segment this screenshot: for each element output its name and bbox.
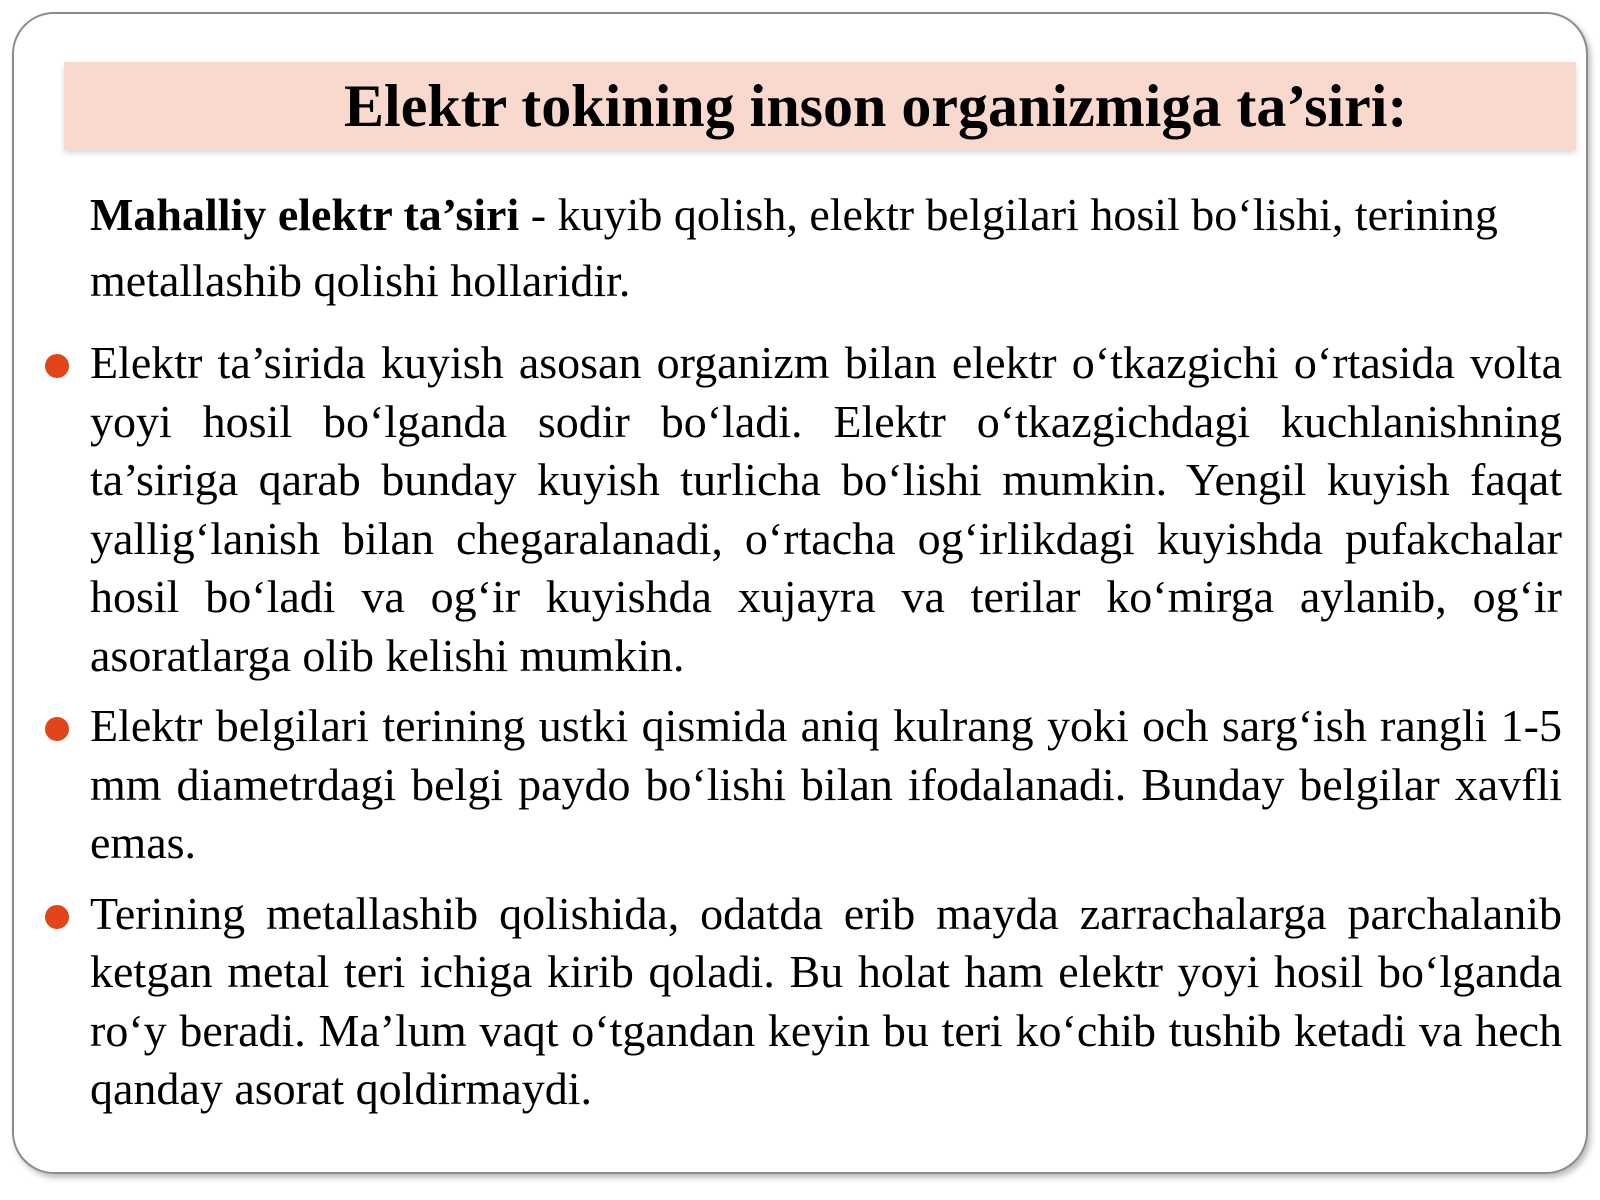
intro-term: Mahalliy elektr ta’siri xyxy=(90,189,520,240)
bullet-item-metallization xyxy=(90,885,1562,1119)
bullet-dot-icon xyxy=(45,717,69,741)
slide-title: Elektr tokining inson organizmiga ta’siri: xyxy=(344,73,1408,139)
bullet-text: Terining metallashib qolishida, odatda erib mayda zarrachalarga parchalanib ketgan metal teri ichiga kirib qoladi. Bu holat ham elektr yoyi hosil bo‘lganda ro‘y beradi. Ma’lum vaqt o‘tgandan keyin bu teri ko‘chib tushib ketadi va hech qanday asorat qoldirmaydi. xyxy=(90,887,1562,1114)
slide-frame xyxy=(12,12,1588,1174)
slide-content xyxy=(90,182,1562,1131)
bullet-item-electric-marks xyxy=(90,697,1562,873)
bullet-dot-icon xyxy=(45,905,69,929)
bullet-text: Elektr belgilari terining ustki qismida aniq kulrang yoki och sarg‘ish rangli 1-5 mm diametrdagi belgi paydo bo‘lishi bilan ifodalanadi. Bunday belgilar xavfli emas. xyxy=(90,700,1562,868)
intro-paragraph xyxy=(90,182,1562,314)
bullet-item-burns xyxy=(90,334,1562,685)
bullet-text: Elektr ta’sirida kuyish asosan organizm bilan elektr o‘tkazgichi o‘rtasida volta yoyi hosil bo‘lganda sodir bo‘ladi. Elektr o‘tkazgichdagi kuchlanishning ta’siriga qarab bunday kuyish turlicha bo‘lishi mumkin. Yengil kuyish faqat yallig‘lanish bilan chegaralanadi, o‘rtacha og‘irlikdagi kuyishda pufakchalar hosil bo‘ladi va og‘ir kuyishda xujayra va terilar ko‘mirga aylanib, og‘ir asoratlarga olib kelishi mumkin. xyxy=(90,337,1562,681)
title-bar xyxy=(64,62,1576,150)
intro-text: - kuyib qolish, elektr belgilari hosil bo‘lishi, terining metallashib qolishi hollaridir. xyxy=(90,189,1498,306)
bullet-dot-icon xyxy=(45,354,69,378)
